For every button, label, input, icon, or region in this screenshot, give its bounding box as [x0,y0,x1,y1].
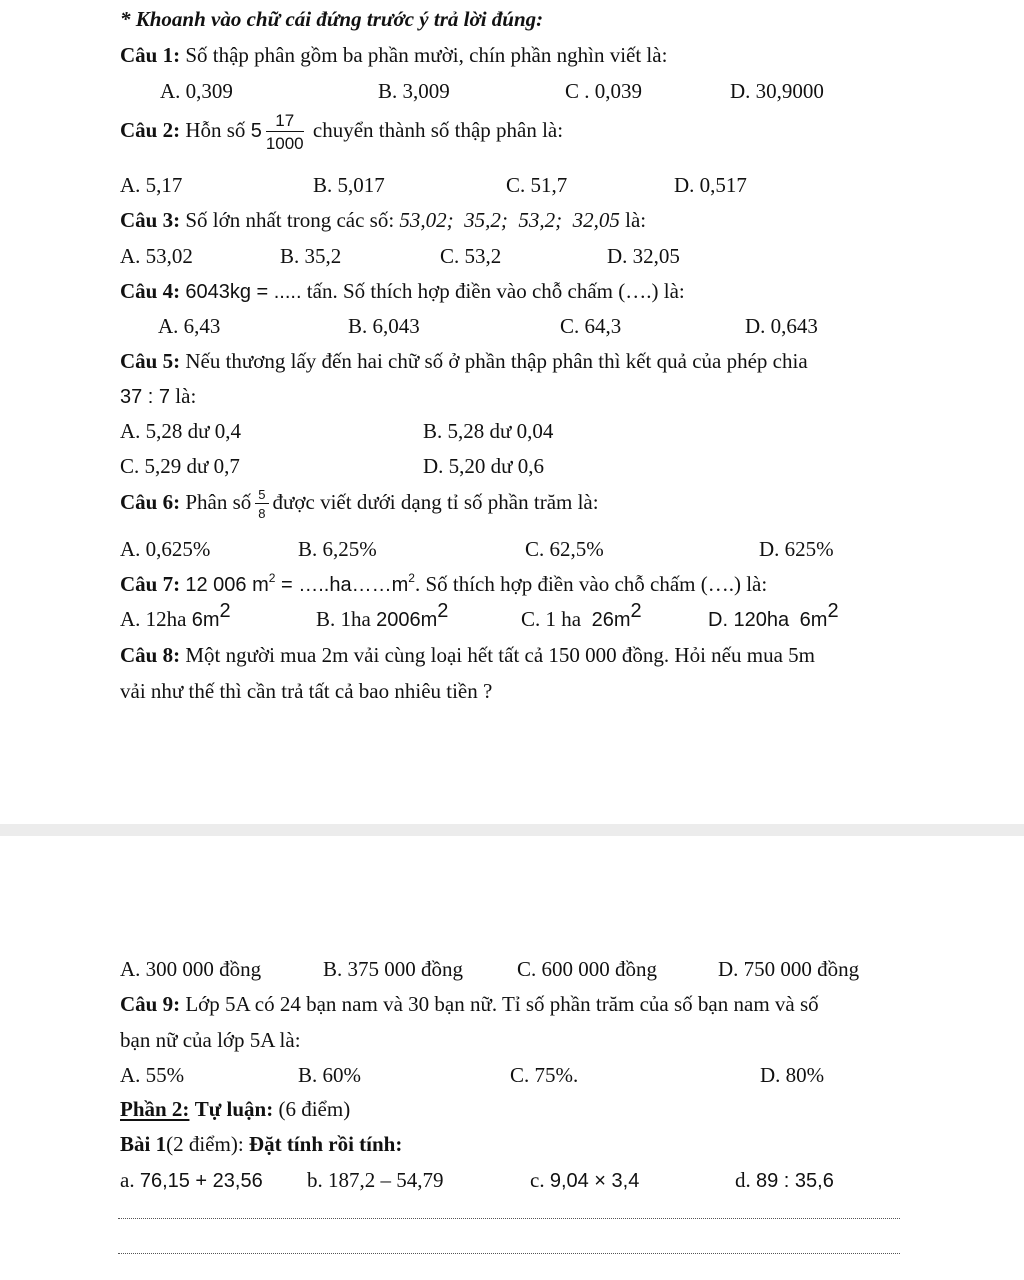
q2-option-a[interactable]: A. 5,17 [120,173,183,197]
question-4: Câu 4: 6043kg = ..... tấn. Số thích hợp điền vào chỗ chấm (….) là: [120,279,685,303]
q3-option-a[interactable]: A. 53,02 [120,244,193,268]
q7-option-c[interactable]: C. 1 ha $26m^2$ [521,600,642,631]
q9-option-d[interactable]: D. 80% [760,1063,825,1087]
mixed-number-whole: 5 [250,119,262,142]
q6-option-d[interactable]: D. 625% [759,537,834,561]
question-9-cont: bạn nữ của lớp 5A là: [120,1028,301,1052]
question-7: Câu 7: 12 006 $m^2$ = $\dots..ha\dots\dots m^2$. Số thích hợp điền vào chỗ chấm (….) là: [120,571,768,596]
question-1: Câu 1: Số thập phân gồm ba phần mười, chín phần nghìn viết là: [120,43,668,67]
q7-option-b[interactable]: B. 1ha $2006m^2$ [316,600,449,631]
instruction-heading: * Khoanh vào chữ cái đứng trước ý trả lời đúng: [120,7,544,31]
q9-option-b[interactable]: B. 60% [298,1063,361,1087]
q6-option-b[interactable]: B. 6,25% [298,537,377,561]
q2-option-b[interactable]: B. 5,017 [313,173,385,197]
q5-option-b[interactable]: B. 5,28 dư 0,04 [423,419,554,443]
q3-option-b[interactable]: B. 35,2 [280,244,342,268]
exercise-1-item-d: d. 89 : 35,6 [735,1168,834,1192]
q8-option-d[interactable]: D. 750 000 đồng [718,957,860,981]
q1-option-c[interactable]: C . 0,039 [565,79,643,103]
q5-option-c[interactable]: C. 5,29 dư 0,7 [120,454,240,478]
q4-option-d[interactable]: D. 0,643 [745,314,818,338]
part-2-heading: Phần 2: Tự luận: (6 điểm) [120,1097,351,1121]
exercise-1-item-b: b. 187,2 – 54,79 [307,1168,444,1192]
answer-line[interactable] [118,1253,900,1254]
question-6: Câu 6: Phân số $\frac{5}{8}$ được viết dưới dạng tỉ số phần trăm là: [120,487,599,521]
exercise-1-item-c: c. 9,04 × 3,4 [530,1168,640,1192]
q1-option-a[interactable]: A. 0,309 [160,79,233,103]
q4-option-c[interactable]: C. 64,3 [560,314,622,338]
q9-option-c[interactable]: C. 75%. [510,1063,579,1087]
question-5: Câu 5: Nếu thương lấy đến hai chữ số ở phần thập phân thì kết quả của phép chia [120,349,808,373]
question-9: Câu 9: Lớp 5A có 24 bạn nam và 30 bạn nữ. Tỉ số phần trăm của số bạn nam và số [120,992,819,1016]
q5-option-d[interactable]: D. 5,20 dư 0,6 [423,454,545,478]
mixed-number-fraction: $\frac{17}{1000}$ [265,111,304,153]
q6-option-a[interactable]: A. 0,625% [120,537,211,561]
question-8: Câu 8: Một người mua 2m vải cùng loại hết tất cả 150 000 đồng. Hỏi nếu mua 5m [120,643,815,667]
question-5-cont: 37 : 7 là: [120,384,197,408]
question-3: Câu 3: Số lớn nhất trong các số: 53,02; 35,2; 53,2; 32,05 là: [120,208,647,232]
q4-option-a[interactable]: A. 6,43 [158,314,221,338]
exercise-1-item-a: a. 76,15 + 23,56 [120,1168,263,1192]
q3-option-c[interactable]: C. 53,2 [440,244,502,268]
page-break [0,824,1024,836]
q2-option-d[interactable]: D. 0,517 [674,173,747,197]
q1-option-b[interactable]: B. 3,009 [378,79,450,103]
q6-option-c[interactable]: C. 62,5% [525,537,604,561]
q9-option-a[interactable]: A. 55% [120,1063,185,1087]
answer-line[interactable] [118,1218,900,1219]
q7-option-a[interactable]: A. 12ha $6m^2$ [120,600,231,631]
q5-option-a[interactable]: A. 5,28 dư 0,4 [120,419,242,443]
q8-option-b[interactable]: B. 375 000 đồng [323,957,464,981]
q1-option-d[interactable]: D. 30,9000 [730,79,824,103]
q8-option-c[interactable]: C. 600 000 đồng [517,957,658,981]
q7-option-d[interactable]: D. 120ha $6m^2$ [708,600,839,631]
fraction: $\frac{5}{8}$ [255,488,268,520]
exercise-1-heading: Bài 1(2 điểm): Đặt tính rồi tính: [120,1132,403,1156]
q8-option-a[interactable]: A. 300 000 đồng [120,957,262,981]
question-2: Câu 2: Hỗn số 5 $\frac{17}{1000}$ chuyển thành số thập phân là: [120,111,564,153]
question-8-cont: vải như thế thì cần trả tất cả bao nhiêu tiền ? [120,679,493,703]
q3-option-d[interactable]: D. 32,05 [607,244,680,268]
q2-option-c[interactable]: C. 51,7 [506,173,568,197]
q4-option-b[interactable]: B. 6,043 [348,314,420,338]
